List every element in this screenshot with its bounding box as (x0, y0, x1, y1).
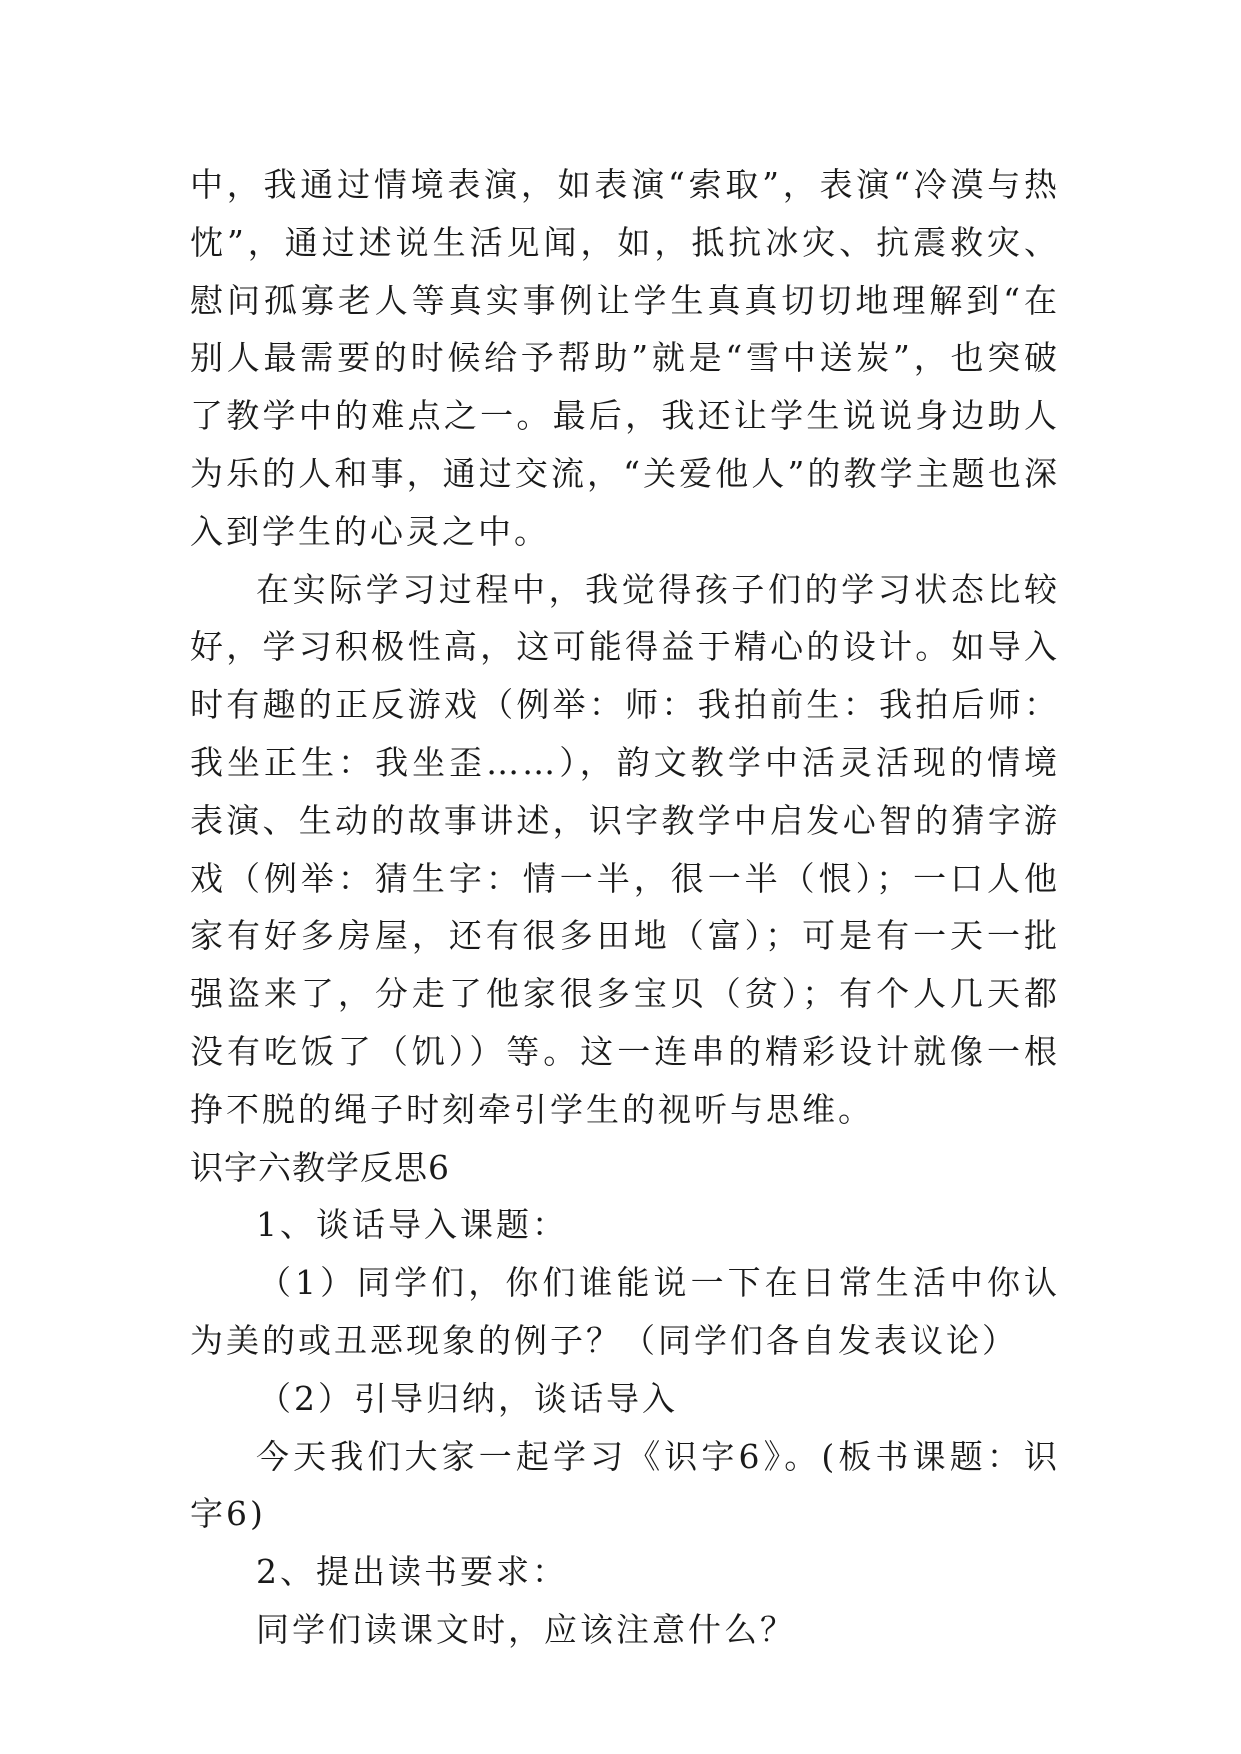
document-body (190, 156, 1060, 1659)
step-1-item-2: （2）引导归纳，谈话导入 (258, 1378, 678, 1418)
step-2-question: 同学们读课文时，应该注意什么？ (256, 1609, 796, 1649)
step-1-heading: 1、谈话导入课题： (256, 1205, 568, 1245)
step-1-item-1: （1）同学们，你们谁能说一下在日常生活中你认为美的或丑恶现象的例子？（同学们各自发表议论） (190, 1263, 1060, 1360)
step-2-heading: 2、提出读书要求： (256, 1552, 568, 1592)
lesson-intro-line: 今天我们大家一起学习《识字6》。(板书课题：识字6) (190, 1436, 1060, 1534)
paragraph-learning-state: 在实际学习过程中，我觉得孩子们的学习状态比较好，学习积极性高，这可能得益于精心的设计。如导入时有趣的正反游戏（例举：师：我拍前生：我拍后师：我坐正生：我坐歪……），韵文教学中活灵活现的情境表演、生动的故事讲述，识字教学中启发心智的猜字游戏（例举：猜生字：情一半，很一半（恨）；一口人他家有好多房屋，还有很多田地（富）；可是有一天一批强盗来了，分走了他家很多宝贝（贫）；有个人几天都没有吃饭了（饥））等。这一连串的精彩设计就像一根挣不脱的绳子时刻牵引学生的视听与思维。 (190, 569, 1060, 1129)
paragraph-situational-performance: 中，我通过情境表演，如表演“索取”，表演“冷漠与热忱”，通过述说生活见闻，如，抵抗冰灾、抗震救灾、慰问孤寡老人等真实事例让学生真真切切地理解到“在别人最需要的时候给予帮助”就是“雪中送炭”，也突破了教学中的难点之一。最后，我还让学生说说身边助人为乐的人和事，通过交流，“关爱他人”的教学主题也深入到学生的心灵之中。 (190, 165, 1060, 551)
section-heading: 识字六教学反思6 (190, 1147, 450, 1187)
